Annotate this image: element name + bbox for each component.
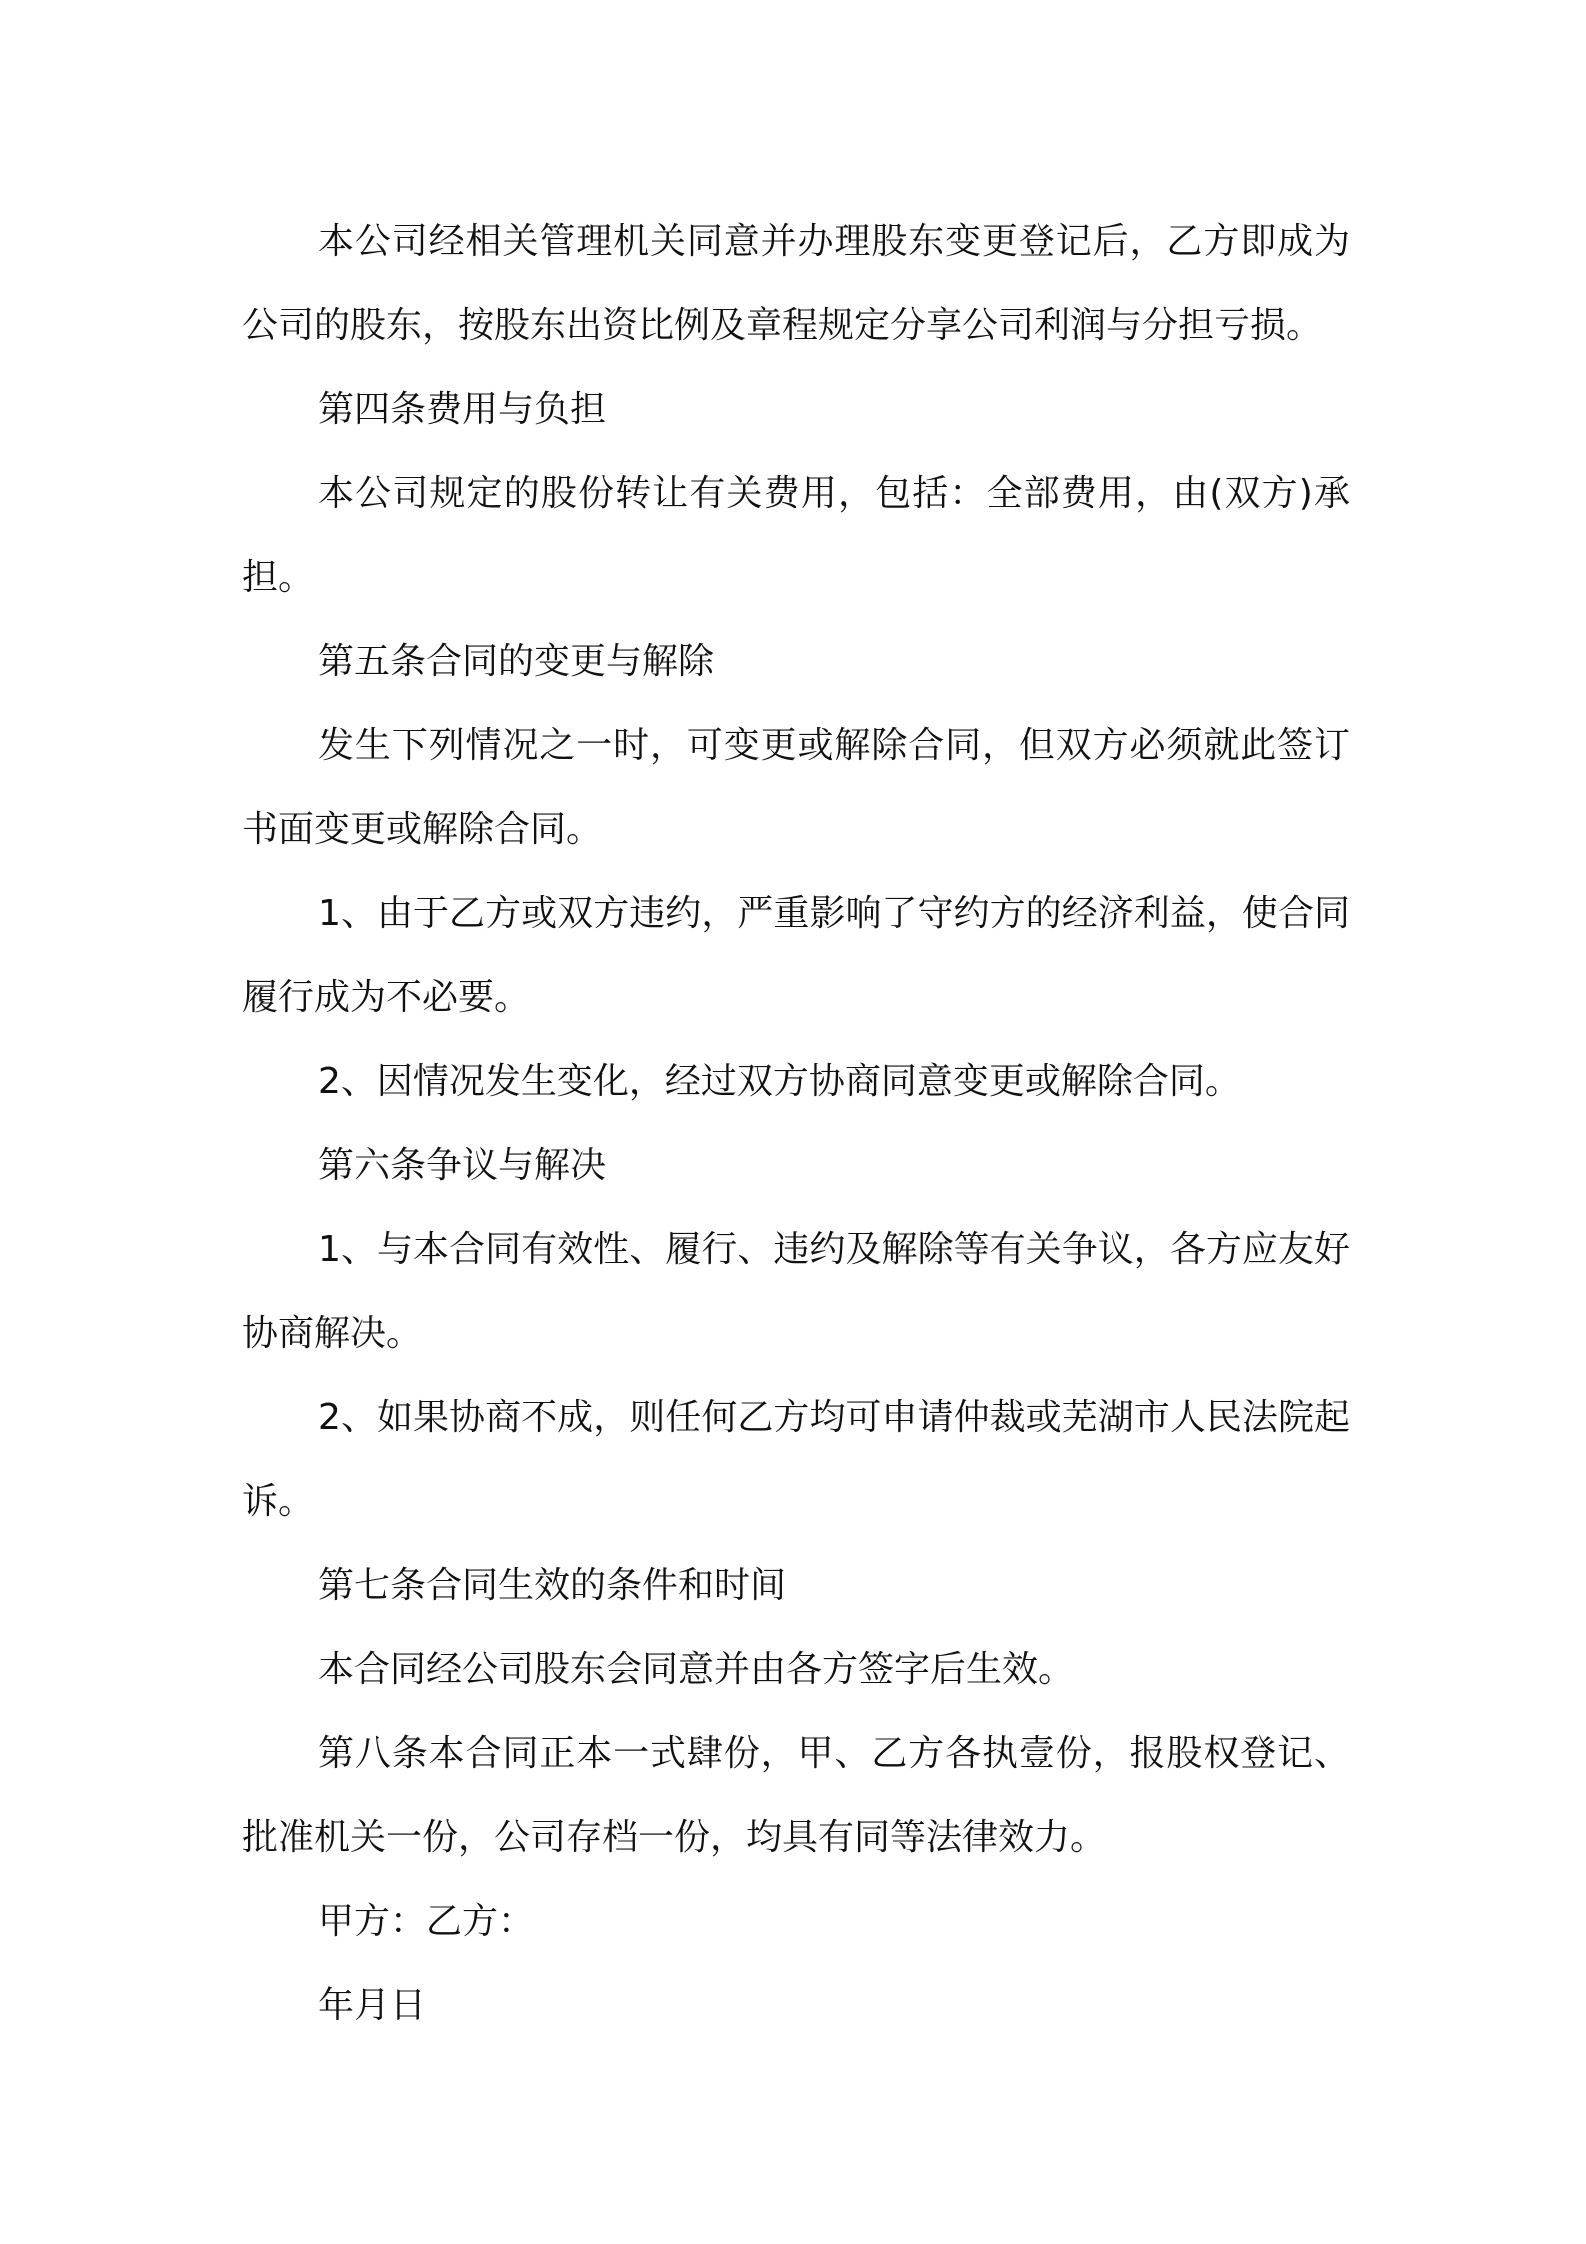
paragraph-effective: 本合同经公司股东会同意并由各方签字后生效。 xyxy=(318,1649,1075,1690)
list-item-dispute-2: 2、如果协商不成，则任何乙方均可申请仲裁或芜湖市人民法院起诉。 xyxy=(242,1397,1350,1522)
signature-parties: 甲方：乙方： xyxy=(318,1901,535,1942)
paragraph-article-8: 第八条本合同正本一式肆份，甲、乙方各执壹份，报股权登记、批准机关一份，公司存档一份，均具有同等法律效力。 xyxy=(242,1733,1350,1858)
heading-article-4: 第四条费用与负担 xyxy=(318,389,607,430)
list-item-change-1: 1、由于乙方或双方违约，严重影响了守约方的经济利益，使合同履行成为不必要。 xyxy=(242,893,1350,1018)
document-body xyxy=(242,200,1350,2048)
signature-date: 年月日 xyxy=(318,1985,427,2026)
paragraph-fees: 本公司规定的股份转让有关费用，包括：全部费用，由(双方)承担。 xyxy=(242,473,1350,598)
paragraph-change-conditions: 发生下列情况之一时，可变更或解除合同，但双方必须就此签订书面变更或解除合同。 xyxy=(242,725,1350,850)
heading-article-5: 第五条合同的变更与解除 xyxy=(318,641,715,682)
heading-article-7: 第七条合同生效的条件和时间 xyxy=(318,1565,787,1606)
paragraph-shareholder-status: 本公司经相关管理机关同意并办理股东变更登记后，乙方即成为公司的股东，按股东出资比例及章程规定分享公司利润与分担亏损。 xyxy=(242,221,1350,346)
list-item-change-2: 2、因情况发生变化，经过双方协商同意变更或解除合同。 xyxy=(318,1061,1241,1102)
list-item-dispute-1: 1、与本合同有效性、履行、违约及解除等有关争议，各方应友好协商解决。 xyxy=(242,1229,1350,1354)
heading-article-6: 第六条争议与解决 xyxy=(318,1145,607,1186)
